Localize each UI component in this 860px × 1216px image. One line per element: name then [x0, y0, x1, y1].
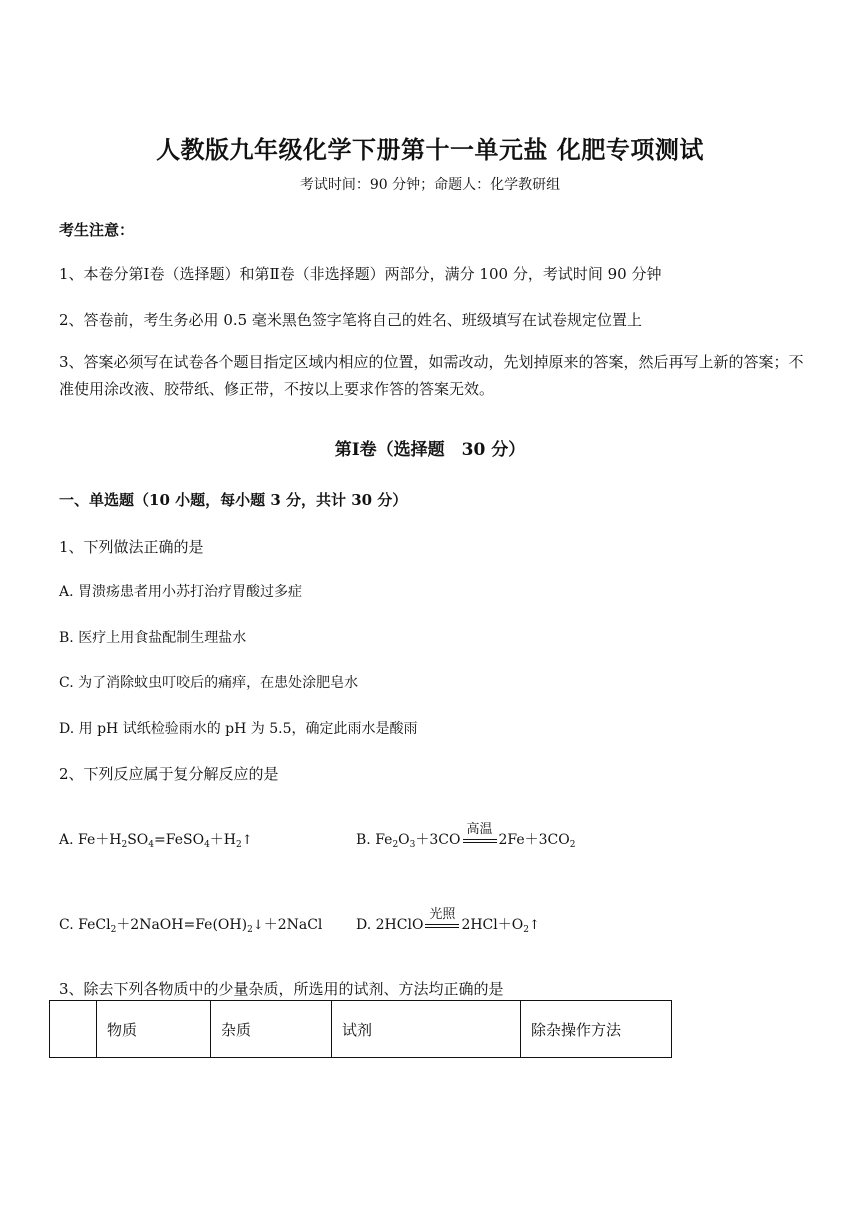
table-header-row: [50, 1001, 672, 1058]
exam-subtitle: 考试时间：90 分钟；命题人：化学教研组: [299, 177, 561, 193]
table-header-cell: 试剂: [332, 1001, 521, 1058]
precipitate-down-arrow-icon: ↓: [252, 918, 264, 933]
question-1-option-a: A. 胃溃疡患者用小苏打治疗胃酸过多症: [59, 584, 303, 600]
question-1-option-b: B. 医疗上用食盐配制生理盐水: [59, 630, 247, 646]
notice-item-2: 2、答卷前，考生务必用 0.5 毫米黑色签字笔将自己的姓名、班级填写在试卷规定位置上: [59, 311, 642, 329]
notice-heading: 考生注意：: [59, 221, 135, 239]
impurity-removal-table: [49, 1000, 672, 1058]
part-title: 一、单选题（10 小题，每小题 3 分，共计 30 分）: [59, 491, 408, 509]
table-header-cell: [50, 1001, 97, 1058]
gas-up-arrow-icon: ↑: [528, 918, 540, 933]
question-2-option-b: B. $Fe_2O_3+3CO$ 高温 $2Fe+3CO_2$: [356, 822, 576, 850]
question-1-option-d: D. 用 pH 试纸检验雨水的 pH 为 5.5，确定此雨水是酸雨: [59, 721, 418, 737]
notice-item-1: 1、本卷分第Ⅰ卷（选择题）和第Ⅱ卷（非选择题）两部分，满分 100 分，考试时间 90 分钟: [59, 265, 662, 283]
table-header-cell: 除杂操作方法: [521, 1001, 672, 1058]
gas-up-arrow-icon: ↑: [241, 833, 253, 848]
question-1-option-c: C. 为了消除蚊虫叮咬后的痛痒，在患处涂肥皂水: [59, 675, 359, 691]
question-2-option-c: C. $FeCl_2+2NaOH=Fe(OH)_2↓+2NaCl$: [59, 917, 323, 935]
reaction-condition: 高温: [461, 839, 499, 850]
section-title: 第Ⅰ卷（选择题 30 分）: [334, 440, 526, 460]
double-line-equals-icon: [425, 924, 459, 928]
table-header-cell: 物质: [97, 1001, 211, 1058]
question-2-stem: 2、下列反应属于复分解反应的是: [59, 765, 279, 783]
question-2-option-a: A. $Fe+H_2SO_4=FeSO_4+H_2↑$: [59, 832, 253, 850]
exam-title: 人教版九年级化学下册第十一单元盐 化肥专项测试: [156, 135, 704, 164]
notice-item-3: 3、答案必须写在试卷各个题目指定区域内相应的位置，如需改动，先划掉原来的答案，然后再写上新的答案；不准使用涂改液、胶带纸、修正带，不按以上要求作答的答案无效。: [59, 353, 804, 398]
question-2-option-d: D. 2HClO 光照 $2HCl+O_2↑$: [356, 907, 540, 935]
reaction-condition: 光照: [423, 924, 461, 935]
table-header-cell: 杂质: [211, 1001, 332, 1058]
double-line-equals-icon: [463, 839, 497, 843]
question-3-stem: 3、除去下列各物质中的少量杂质，所选用的试剂、方法均正确的是: [59, 980, 504, 998]
question-1-stem: 1、下列做法正确的是: [59, 538, 204, 556]
